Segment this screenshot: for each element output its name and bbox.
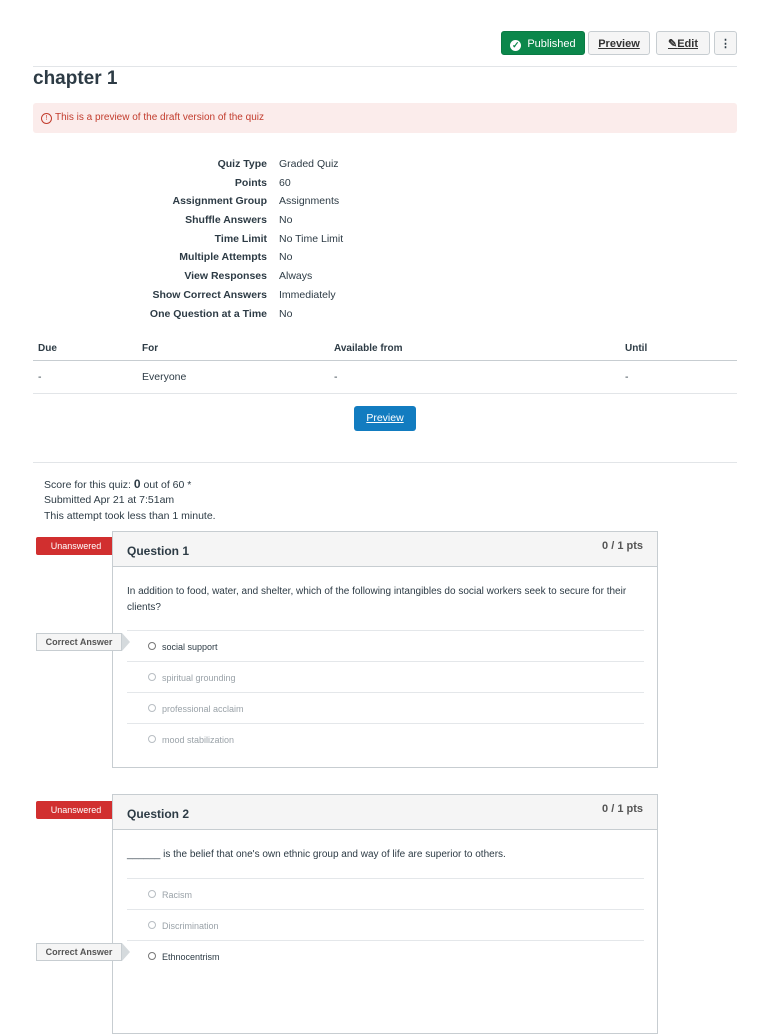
answer-option (127, 661, 644, 692)
more-options-button[interactable]: ⋮ (714, 31, 737, 55)
answer-option (127, 909, 644, 940)
detail-key: View Responses (184, 270, 267, 282)
submitted-time: Submitted Apr 21 at 7:51am (44, 494, 175, 506)
detail-value: 60 (279, 177, 291, 189)
question-points: 0 / 1 pts (602, 803, 643, 815)
answer-option (127, 692, 644, 723)
score-value: 0 (133, 477, 141, 491)
page-title: chapter 1 (33, 68, 118, 89)
detail-value: No (279, 308, 293, 320)
column-header-available-from: Available from (334, 343, 403, 354)
detail-row (0, 211, 770, 229)
detail-row (0, 248, 770, 266)
answer-label: professional acclaim (162, 704, 244, 714)
detail-key: Points (234, 177, 267, 189)
available-from-cell: - (334, 371, 338, 383)
radio-icon (148, 890, 156, 898)
question-title: Question 2 (127, 807, 190, 821)
question-points: 0 / 1 pts (602, 540, 643, 552)
table-header-divider (33, 360, 737, 361)
detail-key: Shuffle Answers (185, 214, 267, 226)
radio-icon (148, 673, 156, 681)
detail-key: Show Correct Answers (152, 289, 267, 301)
table-bottom-divider (33, 393, 737, 394)
column-header-for: For (142, 343, 159, 354)
radio-icon (148, 642, 156, 650)
question-header (113, 532, 657, 567)
question-header (113, 795, 657, 830)
divider (33, 66, 737, 67)
detail-row (0, 305, 770, 323)
score-suffix: out of 60 * (143, 479, 192, 491)
question-text: ______ is the belief that one's own ethnic group and way of life are superior to others. (127, 849, 506, 860)
column-header-until: Until (625, 343, 648, 354)
unanswered-flag: Unanswered (36, 801, 116, 819)
answer-option (127, 878, 644, 909)
answer-label: social support (162, 642, 218, 652)
detail-key: Quiz Type (217, 158, 267, 170)
answer-label: Discrimination (162, 921, 219, 931)
detail-key: One Question at a Time (149, 308, 267, 320)
detail-row (0, 286, 770, 304)
published-label: Published (527, 38, 576, 50)
detail-value: Graded Quiz (279, 158, 339, 170)
question-title: Question 1 (127, 544, 190, 558)
edit-button[interactable] (656, 31, 710, 55)
answer-label: spiritual grounding (162, 673, 236, 683)
detail-value: No (279, 251, 293, 263)
score-line (44, 477, 191, 491)
question-panel (112, 794, 658, 1034)
until-cell: - (625, 371, 629, 383)
edit-label: Edit (677, 38, 698, 50)
detail-value: Always (279, 270, 313, 282)
detail-row (0, 192, 770, 210)
preview-button[interactable]: Preview (354, 406, 416, 431)
correct-answer-flag: Correct Answer (36, 943, 122, 961)
correct-answer-flag: Correct Answer (36, 633, 122, 651)
answer-label: mood stabilization (162, 735, 235, 745)
detail-row (0, 267, 770, 285)
detail-value: Immediately (279, 289, 336, 301)
detail-key: Multiple Attempts (179, 251, 267, 263)
radio-icon (148, 735, 156, 743)
detail-row (0, 155, 770, 173)
answer-label: Racism (162, 890, 193, 900)
check-circle-icon: ✓ (512, 40, 520, 50)
due-cell: - (38, 371, 42, 383)
detail-value: No Time Limit (279, 233, 344, 245)
answer-option (127, 940, 644, 971)
attempt-duration: This attempt took less than 1 minute. (44, 510, 216, 522)
detail-value: Assignments (279, 195, 340, 207)
answer-label: Ethnocentrism (162, 952, 220, 962)
score-prefix: Score for this quiz: (44, 479, 131, 491)
radio-icon (148, 952, 156, 960)
answer-option (127, 630, 644, 661)
draft-preview-alert (33, 103, 737, 133)
answer-option (127, 723, 644, 754)
for-cell: Everyone (142, 371, 187, 383)
unanswered-flag: Unanswered (36, 537, 116, 555)
column-header-due: Due (38, 343, 57, 354)
detail-row (0, 230, 770, 248)
detail-row (0, 174, 770, 192)
preview-button-top[interactable]: Preview (588, 31, 650, 55)
divider (33, 462, 737, 463)
question-text: In addition to food, water, and shelter, which of the following intangibles do social workers seek to secure for their clients? (127, 586, 627, 613)
alert-text: This is a preview of the draft version of the quiz (55, 112, 264, 123)
detail-key: Time Limit (214, 233, 267, 245)
radio-icon (148, 921, 156, 929)
question-panel (112, 531, 658, 768)
published-button[interactable] (501, 31, 585, 55)
warning-icon: ! (41, 113, 52, 124)
detail-key: Assignment Group (172, 195, 267, 207)
radio-icon (148, 704, 156, 712)
pencil-icon: ✎ (668, 38, 678, 50)
detail-value: No (279, 214, 293, 226)
